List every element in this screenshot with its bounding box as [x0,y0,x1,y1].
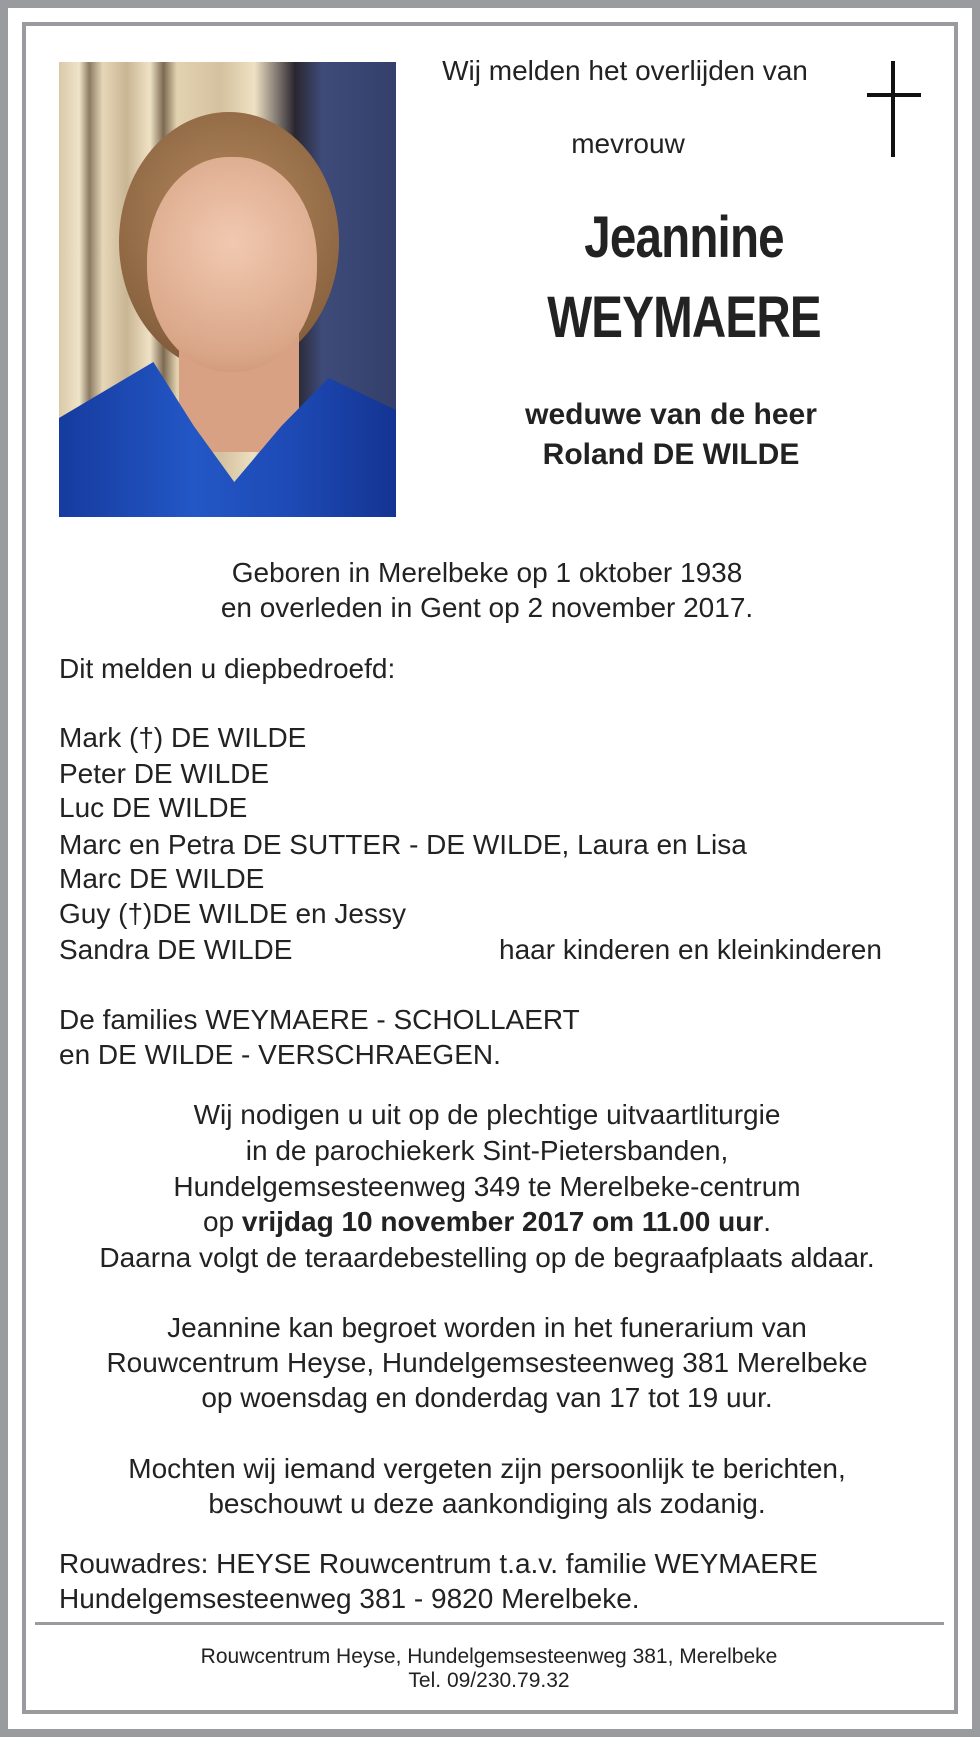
mourner-name: Mark (†) DE WILDE [59,722,307,753]
mourners-relation: haar kinderen en kleinkinderen [499,934,882,965]
service-line-1: Wij nodigen u uit op de plechtige uitvaartliturgie [193,1099,781,1130]
families-line: en DE WILDE - VERSCHRAEGEN. [59,1039,501,1070]
mourner-name: Guy (†)DE WILDE en Jessy [59,898,406,929]
service-line-4 [203,1205,771,1239]
families-line: De families WEYMAERE - SCHOLLAERT [59,1004,580,1035]
portrait-photo [59,62,396,517]
footer-line-1: Rouwcentrum Heyse, Hundelgemsesteenweg 381, Merelbeke [200,1645,778,1668]
cross-icon-vertical [891,61,895,157]
birth-line: Geboren in Merelbeke op 1 oktober 1938 [231,557,743,588]
mourner-name: Marc DE WILDE [59,863,265,894]
service-line-3: Hundelgemsesteenweg 349 te Merelbeke-centrum [173,1171,801,1202]
service-date: vrijdag 10 november 2017 om 11.00 uur [241,1206,764,1237]
notice-line-1: Mochten wij iemand vergeten zijn persoonlijk te berichten, [128,1453,846,1484]
cross-icon-horizontal [867,93,921,97]
visitation-line-2: Rouwcentrum Heyse, Hundelgemsesteenweg 381 Merelbeke [106,1347,868,1378]
death-line: en overleden in Gent op 2 november 2017. [220,592,754,623]
widow-line-1: weduwe van de heer [525,398,817,431]
photo-face [147,157,317,372]
first-name: Jeannine [584,205,784,270]
mourner-name: Peter DE WILDE [59,758,270,789]
visitation-line-3: op woensdag en donderdag van 17 tot 19 uur. [201,1382,773,1413]
address-line-2: Hundelgemsesteenweg 381 - 9820 Merelbeke. [59,1583,640,1614]
mourners-intro: Dit melden u diepbedroefd: [59,653,396,684]
widow-line-2: Roland DE WILDE [542,438,800,471]
service-line-2: in de parochiekerk Sint-Pietersbanden, [245,1135,729,1166]
footer-line-2: Tel. 09/230.79.32 [408,1669,570,1692]
mourner-name: Luc DE WILDE [59,792,248,823]
footer-divider [35,1622,944,1625]
service-line-5: Daarna volgt de teraardebestelling op de begraafplaats aldaar. [99,1242,875,1273]
intro-text: Wij melden het overlijden van [442,55,808,86]
last-name: WEYMAERE [547,285,821,350]
service-date-suffix: . [763,1206,772,1237]
notice-line-2: beschouwt u deze aankondiging als zodanig. [208,1488,766,1519]
mourner-name: Marc en Petra DE SUTTER - DE WILDE, Laura en Lisa [59,829,747,860]
title-prefix: mevrouw [571,128,685,159]
visitation-line-1: Jeannine kan begroet worden in het funerarium van [167,1312,807,1343]
mourner-name: Sandra DE WILDE [59,934,293,965]
address-line-1: Rouwadres: HEYSE Rouwcentrum t.a.v. familie WEYMAERE [59,1548,818,1579]
service-date-prefix: op [202,1206,242,1237]
